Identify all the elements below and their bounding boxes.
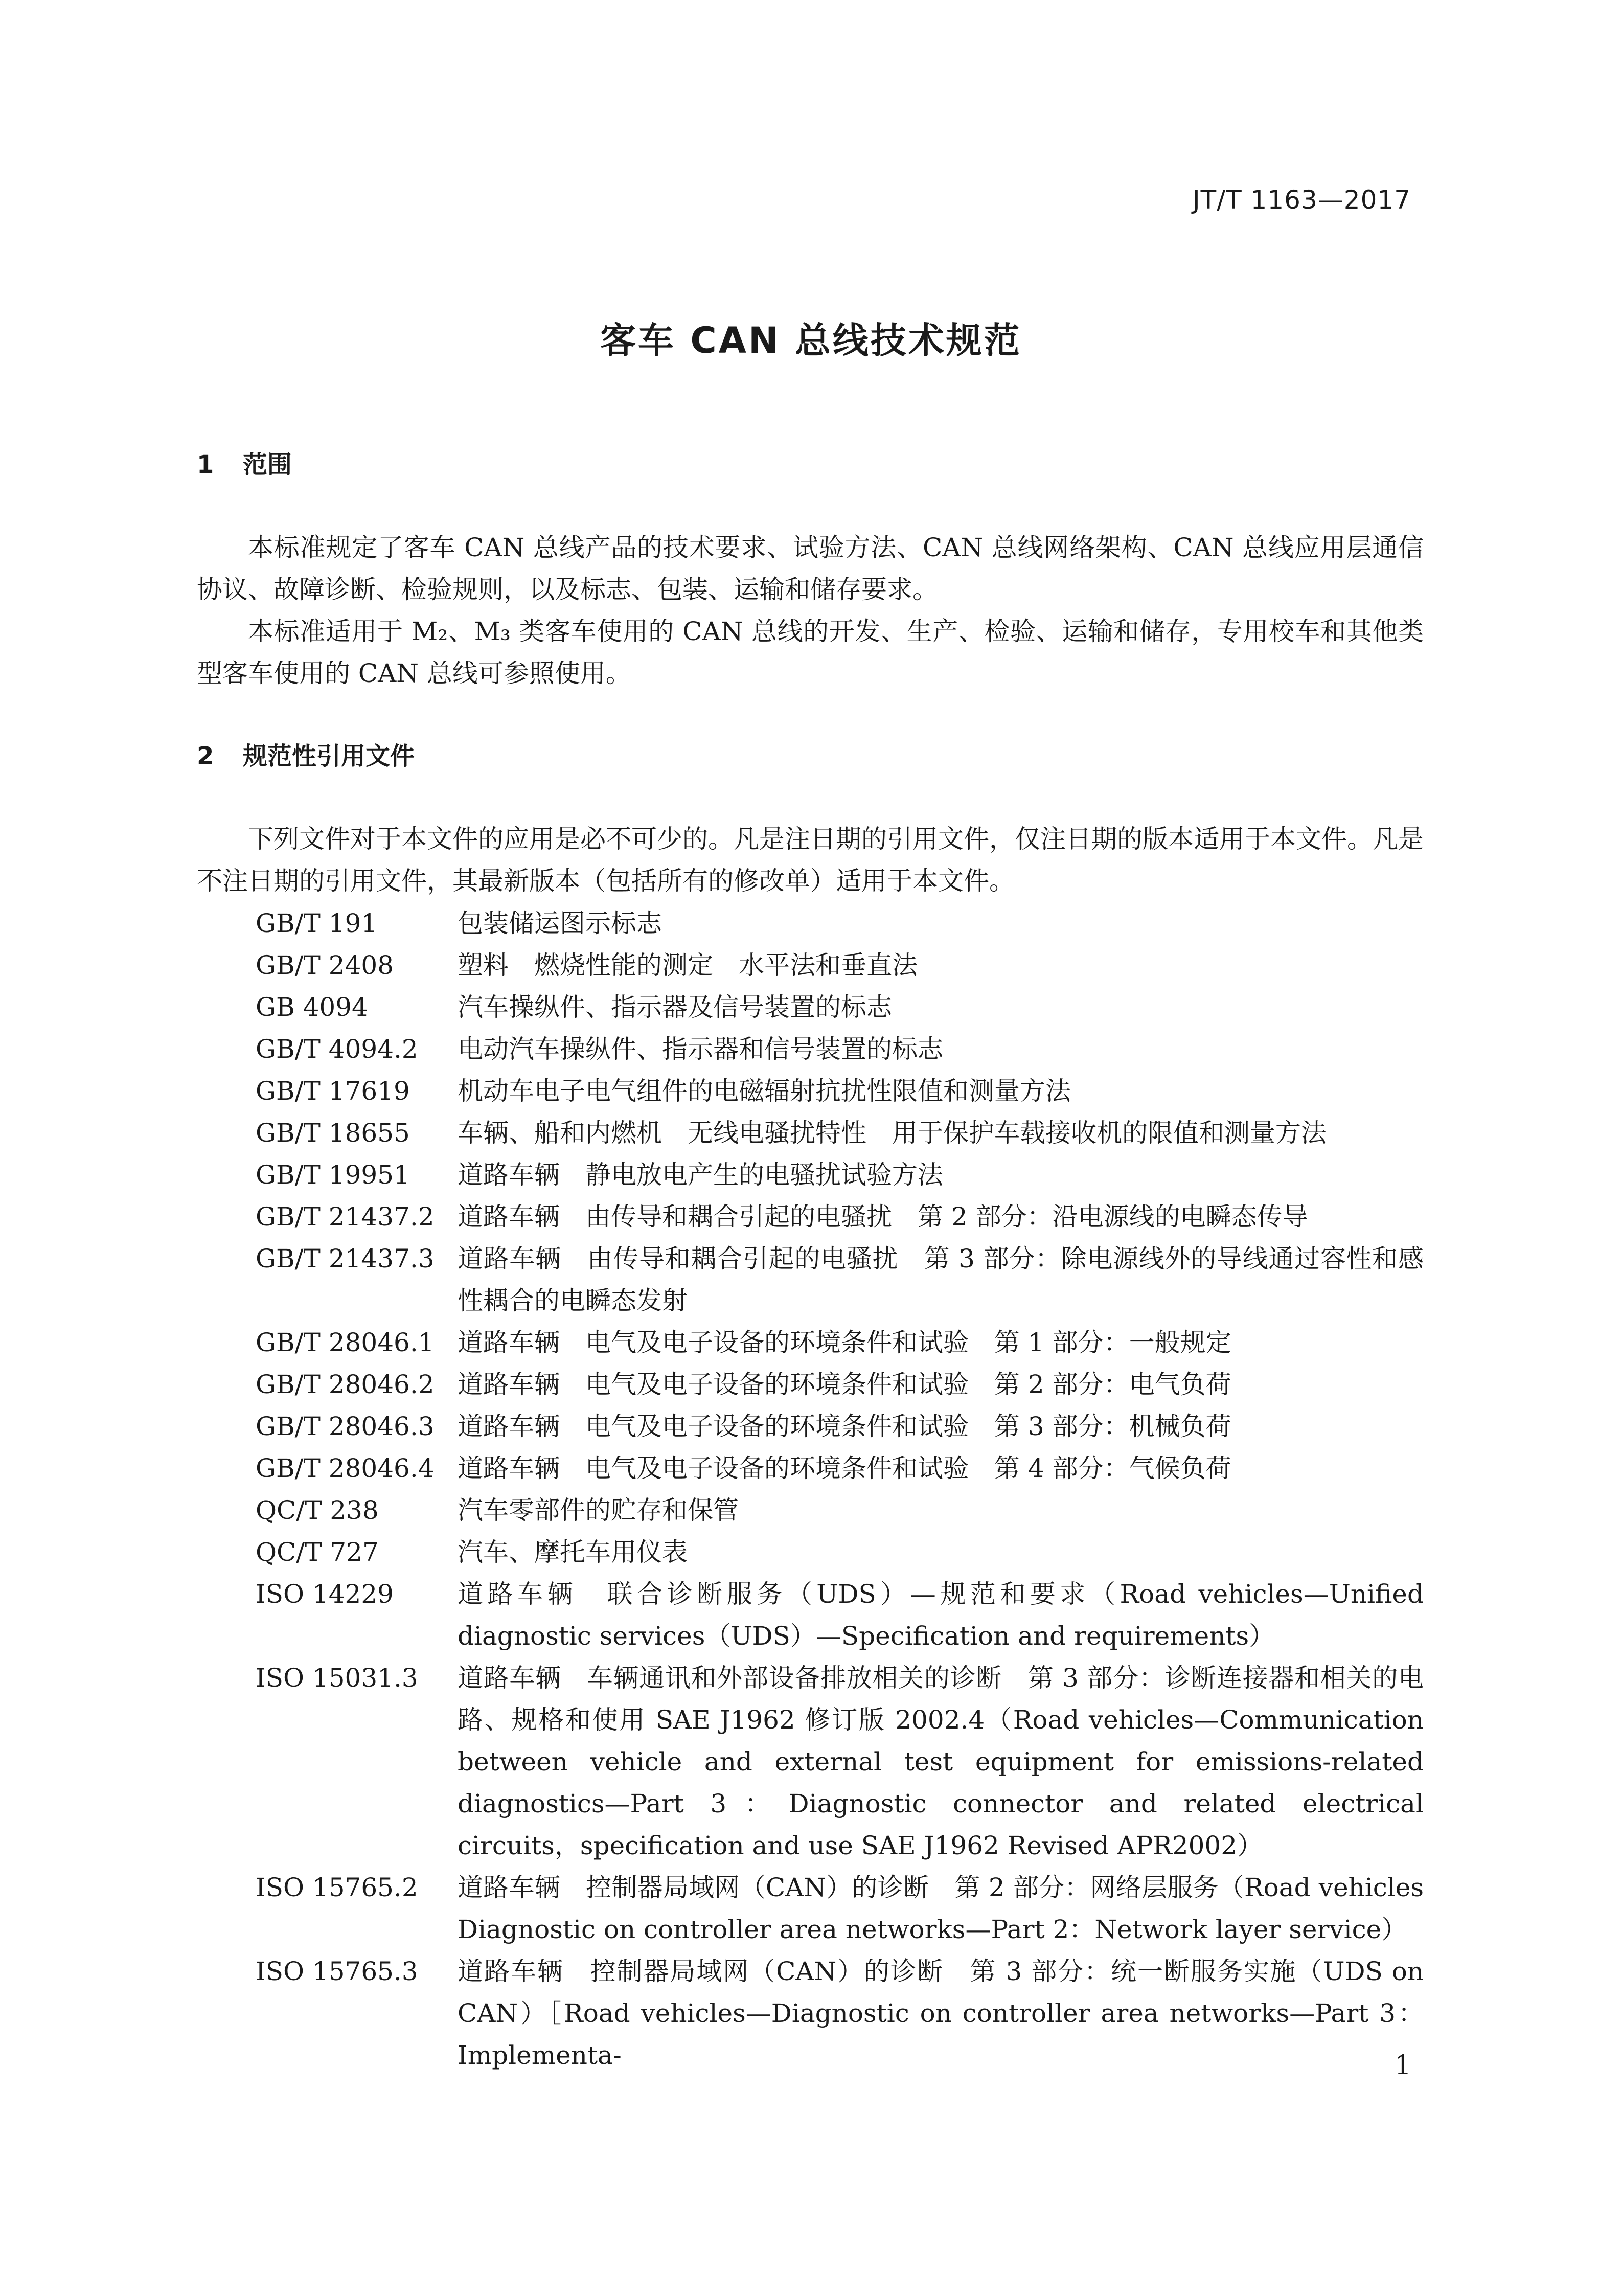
reference-code: GB/T 28046.3 xyxy=(256,1412,435,1441)
reference-title: 道路车辆 联合诊断服务（UDS）—规范和要求（Road vehicles—Unified diagnostic services（UDS）—Specification and requirements） xyxy=(458,1579,1424,1651)
references-intro-paragraph: 下列文件对于本文件的应用是必不可少的。凡是注日期的引用文件，仅注日期的版本适用于本文件。凡是不注日期的引用文件，其最新版本（包括所有的修改单）适用于本文件。 xyxy=(197,824,1424,896)
reference-item xyxy=(0,986,1622,1028)
reference-title: 汽车、摩托车用仪表 xyxy=(458,1537,688,1567)
reference-code: GB/T 17619 xyxy=(256,1076,410,1106)
reference-item xyxy=(0,1028,1622,1070)
reference-item xyxy=(0,1154,1622,1196)
reference-item xyxy=(0,1238,1622,1322)
reference-item xyxy=(0,1112,1622,1154)
reference-title: 道路车辆 由传导和耦合引起的电骚扰 第 3 部分：除电源线外的导线通过容性和感性耦合的电瞬态发射 xyxy=(458,1244,1424,1315)
reference-item xyxy=(0,902,1622,944)
reference-code: GB/T 19951 xyxy=(256,1160,410,1190)
reference-item xyxy=(0,1489,1622,1531)
reference-code: QC/T 238 xyxy=(256,1495,379,1525)
reference-code: GB/T 21437.2 xyxy=(256,1202,435,1232)
reference-title: 道路车辆 控制器局域网（CAN）的诊断 第 2 部分：网络层服务（Road vehicles Diagnostic on controller area networks—Part 2：Network layer service） xyxy=(458,1873,1424,1944)
reference-item xyxy=(0,1657,1622,1867)
reference-item xyxy=(0,1405,1622,1447)
reference-code: ISO 15765.3 xyxy=(256,1957,418,1986)
reference-item xyxy=(0,1573,1622,1657)
reference-item xyxy=(0,944,1622,986)
reference-item xyxy=(0,1196,1622,1238)
standard-code: JT/T 1163—2017 xyxy=(1192,185,1411,215)
reference-code: GB 4094 xyxy=(256,992,368,1022)
reference-item xyxy=(0,1950,1622,2076)
reference-title: 塑料 燃烧性能的测定 水平法和垂直法 xyxy=(458,950,918,980)
reference-item xyxy=(0,1447,1622,1489)
reference-code: GB/T 2408 xyxy=(256,950,394,980)
reference-code: GB/T 28046.1 xyxy=(256,1328,435,1357)
reference-code: GB/T 4094.2 xyxy=(256,1034,418,1064)
reference-title: 道路车辆 车辆通讯和外部设备排放相关的诊断 第 3 部分：诊断连接器和相关的电路、规格和使用 SAE J1962 修订版 2002.4（Road vehicles—Communication between vehicle and external test equipment for emissions-related diagnostics—Part 3：Diagnostic connector and related electrical circuits，specification and use SAE J1962 Revised APR2002） xyxy=(458,1663,1424,1860)
reference-title: 汽车零部件的贮存和保管 xyxy=(458,1495,739,1525)
scope-paragraph-2: 本标准适用于 M₂、M₃ 类客车使用的 CAN 总线的开发、生产、检验、运输和储存，专用校车和其他类型客车使用的 CAN 总线可参照使用。 xyxy=(197,617,1424,688)
reference-title: 机动车电子电气组件的电磁辐射抗扰性限值和测量方法 xyxy=(458,1076,1071,1106)
reference-code: ISO 15765.2 xyxy=(256,1873,418,1902)
reference-code: ISO 15031.3 xyxy=(256,1663,418,1693)
reference-title: 电动汽车操纵件、指示器和信号装置的标志 xyxy=(458,1034,943,1064)
reference-code: GB/T 28046.4 xyxy=(256,1453,435,1483)
reference-item xyxy=(0,1531,1622,1573)
reference-item xyxy=(0,1070,1622,1112)
scope-paragraph-1: 本标准规定了客车 CAN 总线产品的技术要求、试验方法、CAN 总线网络架构、CAN 总线应用层通信协议、故障诊断、检验规则，以及标志、包装、运输和储存要求。 xyxy=(197,533,1424,604)
reference-code: GB/T 28046.2 xyxy=(256,1370,435,1399)
reference-code: ISO 14229 xyxy=(256,1579,394,1609)
reference-title: 道路车辆 电气及电子设备的环境条件和试验 第 1 部分：一般规定 xyxy=(458,1328,1231,1357)
section-number: 2 xyxy=(197,742,214,770)
reference-item xyxy=(0,1363,1622,1405)
section-heading-scope xyxy=(197,445,292,480)
reference-title: 车辆、船和内燃机 无线电骚扰特性 用于保护车载接收机的限值和测量方法 xyxy=(458,1118,1327,1148)
section-number: 1 xyxy=(197,450,214,479)
reference-code: GB/T 21437.3 xyxy=(256,1244,435,1274)
reference-title: 道路车辆 电气及电子设备的环境条件和试验 第 4 部分：气候负荷 xyxy=(458,1453,1231,1483)
reference-title: 道路车辆 电气及电子设备的环境条件和试验 第 2 部分：电气负荷 xyxy=(458,1370,1231,1399)
reference-code: GB/T 191 xyxy=(256,908,378,938)
section-title: 范围 xyxy=(243,450,292,479)
reference-title: 包装储运图示标志 xyxy=(458,908,662,938)
reference-title: 道路车辆 由传导和耦合引起的电骚扰 第 2 部分：沿电源线的电瞬态传导 xyxy=(458,1202,1308,1232)
document-title: 客车 CAN 总线技术规范 xyxy=(600,320,1022,361)
reference-list xyxy=(0,902,1622,2076)
section-heading-normative-references xyxy=(197,736,415,771)
reference-title: 道路车辆 控制器局域网（CAN）的诊断 第 3 部分：统一断服务实施（UDS on CAN）［Road vehicles—Diagnostic on controller area networks—Part 3：Implementa- xyxy=(458,1957,1424,2070)
page-number: 1 xyxy=(1394,2050,1411,2081)
reference-code: GB/T 18655 xyxy=(256,1118,410,1148)
section-title: 规范性引用文件 xyxy=(243,742,415,770)
reference-title: 汽车操纵件、指示器及信号装置的标志 xyxy=(458,992,892,1022)
reference-item xyxy=(0,1322,1622,1363)
reference-item xyxy=(0,1867,1622,1950)
reference-code: QC/T 727 xyxy=(256,1537,379,1567)
reference-title: 道路车辆 静电放电产生的电骚扰试验方法 xyxy=(458,1160,943,1190)
reference-title: 道路车辆 电气及电子设备的环境条件和试验 第 3 部分：机械负荷 xyxy=(458,1412,1231,1441)
